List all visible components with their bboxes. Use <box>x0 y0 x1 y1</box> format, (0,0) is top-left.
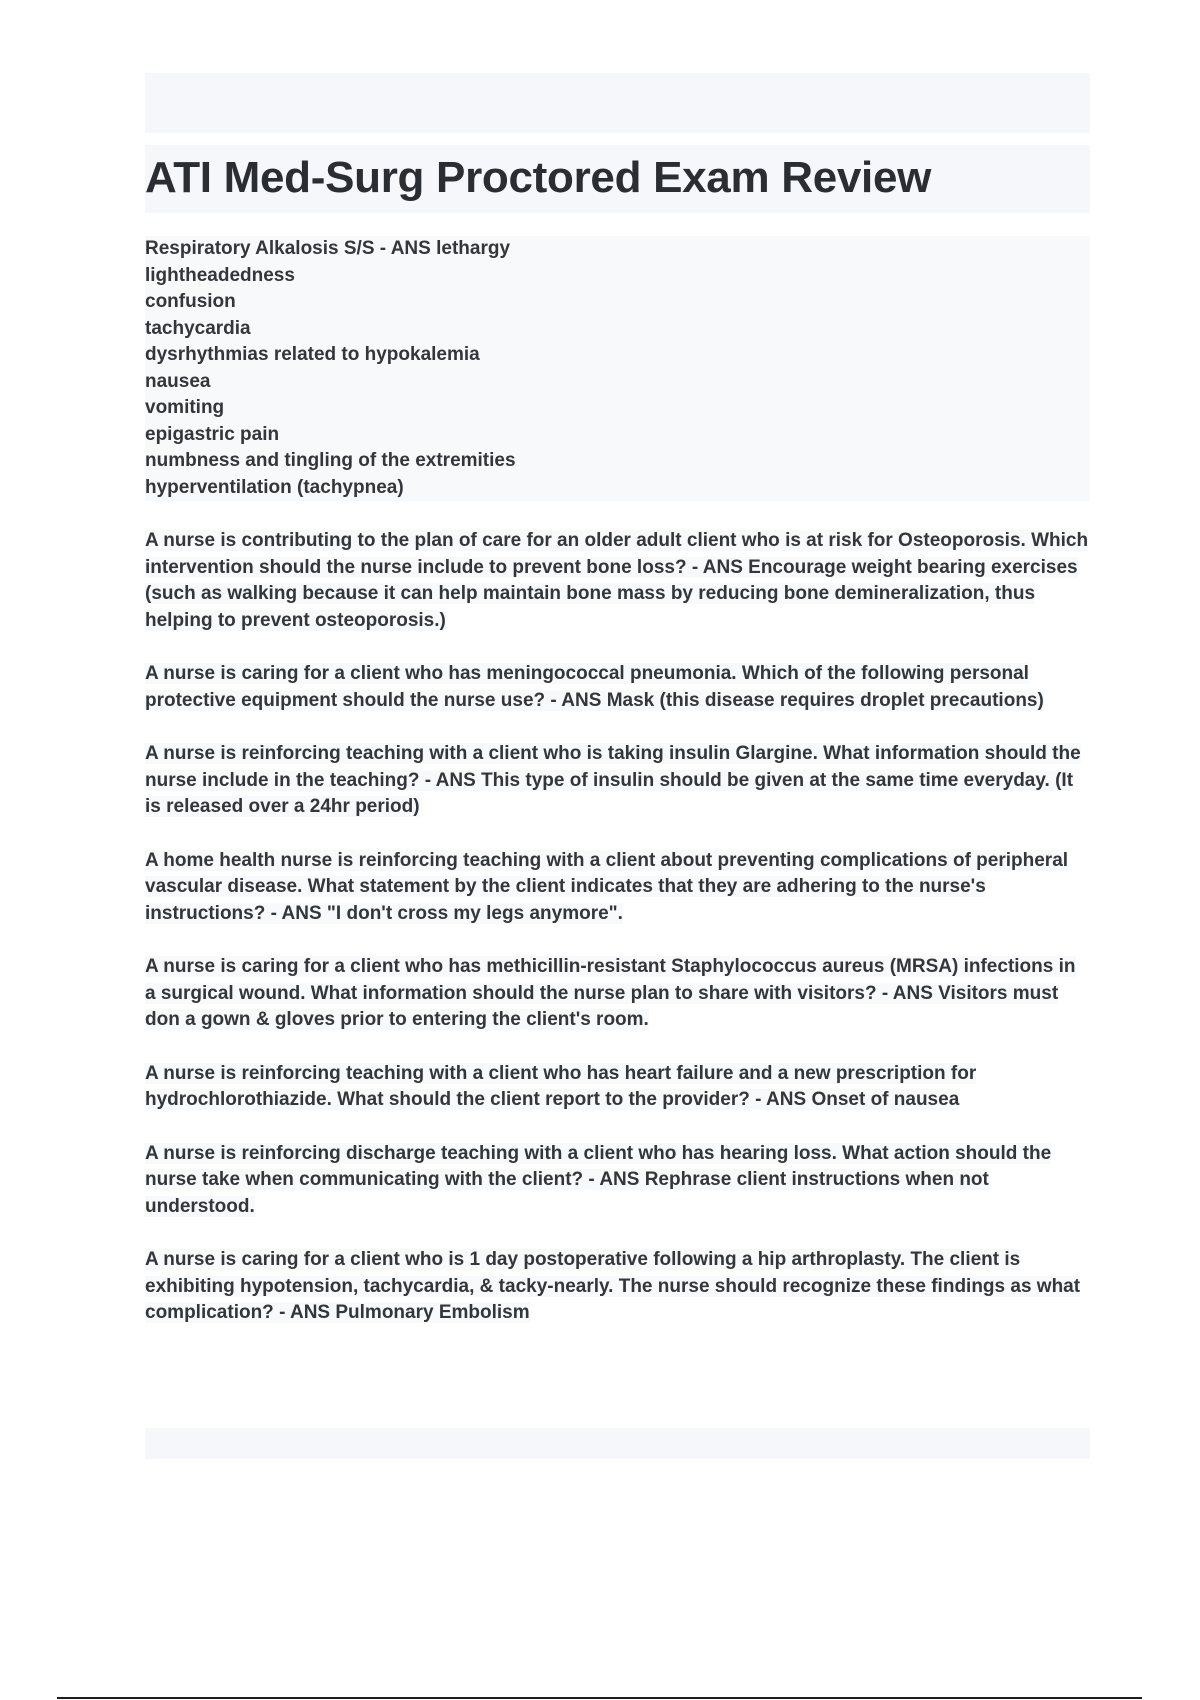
question-text: A home health nurse is reinforcing teaching with a client about preventing complications of peripheral vascular disease. What statement by the client indicates that they are adhering to the nurse's instructions? - <box>145 849 1069 924</box>
answer-line: hyperventilation (tachypnea) <box>145 475 1090 502</box>
qa-entry <box>145 954 1090 1034</box>
footer-band <box>145 1428 1090 1459</box>
answer-text: ANS Encourage weight bearing exercises (such as walking because it can help maintain bone mass by reducing bone demineralization, thus helping to prevent osteoporosis.) <box>145 556 1078 631</box>
qa-entry <box>145 236 1090 501</box>
answer-text: ANS Pulmonary Embolism <box>289 1302 530 1323</box>
question-text: A nurse is caring for a client who is 1 day postoperative following a hip arthroplasty. The client is exhibiting hypotension, tachycardia, & tacky-nearly. The nurse should recognize these findings as what complication? - <box>145 1249 1081 1323</box>
answer-line: lightheadedness <box>145 263 1090 290</box>
qa-entry <box>145 661 1090 714</box>
header-band <box>145 73 1090 133</box>
answer-line: epigastric pain <box>145 422 1090 449</box>
answer-line: confusion <box>145 289 1090 316</box>
answer-text: ANS Visitors must don a gown & gloves prior to entering the client's room. <box>145 982 1059 1030</box>
answer-text: ANS Rephrase client instructions when not understood. <box>145 1169 989 1217</box>
question-text: Respiratory Alkalosis S/S - <box>145 238 391 259</box>
question-text: A nurse is reinforcing teaching with a client who is taking insulin Glargine. What information should the nurse include in the teaching? - <box>145 743 1081 791</box>
title-band <box>145 145 1090 213</box>
answer-line: nausea <box>145 369 1090 396</box>
answer-line: vomiting <box>145 395 1090 422</box>
page-title: ATI Med-Surg Proctored Exam Review <box>145 153 932 202</box>
question-text: A nurse is caring for a client who has meningococcal pneumonia. Which of the following personal protective equipment should the nurse use? - <box>145 663 1029 711</box>
answer-line: numbness and tingling of the extremities <box>145 448 1090 475</box>
question-text: A nurse is contributing to the plan of care for an older adult client who is at risk for Osteoporosis. Which intervention should the nurse include to prevent bone loss? - <box>145 530 1089 578</box>
qa-entry <box>145 741 1090 821</box>
answer-line: tachycardia <box>145 316 1090 343</box>
qa-list <box>145 236 1090 1354</box>
answer-text: ANS "I don't cross my legs anymore". <box>281 902 623 924</box>
footer-divider <box>57 1697 1142 1699</box>
question-text: A nurse is reinforcing teaching with a client who has heart failure and a new prescription for hydrochlorothiazide. What should the client report to the provider? - <box>145 1062 977 1110</box>
answer-text: ANS Onset of nausea <box>766 1089 960 1110</box>
qa-entry <box>145 1141 1090 1221</box>
answer-line: dysrhythmias related to hypokalemia <box>145 342 1090 369</box>
qa-entry <box>145 848 1090 928</box>
qa-first-line <box>145 236 1090 263</box>
question-text: A nurse is reinforcing discharge teaching with a client who has hearing loss. What action should the nurse take when communicating with the client? - <box>145 1142 1052 1190</box>
answer-prefix: ANS <box>390 238 437 259</box>
answer-text: ANS Mask (this disease requires droplet precautions) <box>561 689 1044 711</box>
qa-entry <box>145 1061 1090 1114</box>
answer-line: lethargy <box>436 238 511 259</box>
question-text: A nurse is caring for a client who has methicillin-resistant Staphylococcus aureus (MRSA) infections in a surgical wound. What information should the nurse plan to share with visitors? - <box>145 956 1076 1004</box>
answer-text: ANS This type of insulin should be given at the same time everyday. (It is released over a 24hr period) <box>145 769 1074 817</box>
qa-entry <box>145 1247 1090 1327</box>
qa-entry <box>145 528 1090 634</box>
